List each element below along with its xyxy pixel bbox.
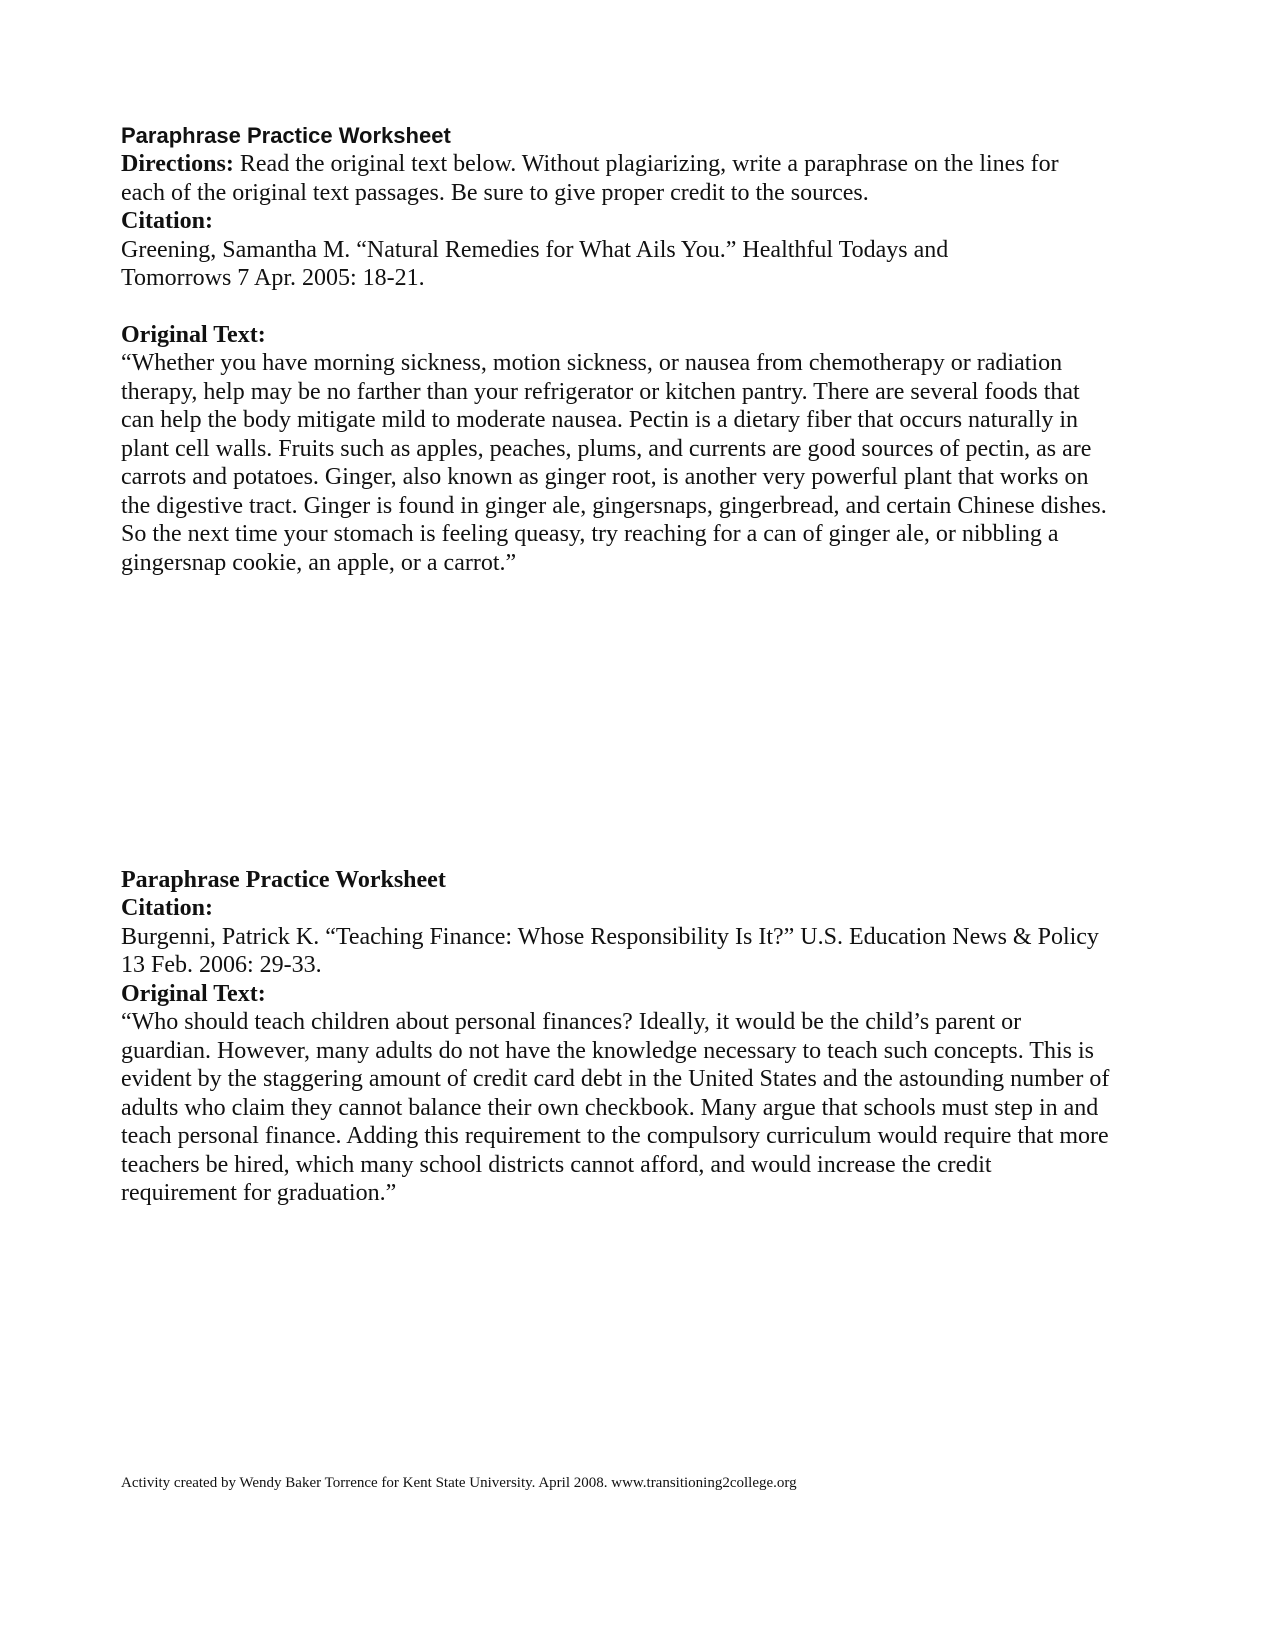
original-text-passage <box>121 349 1161 577</box>
worksheet-title: Paraphrase Practice Worksheet <box>121 867 446 893</box>
passage-line: “Whether you have morning sickness, motion sickness, or nausea from chemotherapy or radiation <box>121 350 1063 376</box>
passage-line: the digestive tract. Ginger is found in ginger ale, gingersnaps, gingerbread, and certain Chinese dishes. <box>121 492 1107 519</box>
passage-line: teachers be hired, which many school districts cannot afford, and would increase the credit <box>121 1151 992 1178</box>
directions-label: Directions: <box>121 151 234 177</box>
worksheet-section-1 <box>121 121 1161 577</box>
directions-line-1 <box>121 150 1161 179</box>
passage-line: can help the body mitigate mild to moderate nausea. Pectin is a dietary fiber that occurs naturally in <box>121 407 1079 433</box>
original-text-passage <box>121 1008 1161 1208</box>
passage-line: requirement for graduation.” <box>121 1180 397 1206</box>
citation-line: Greening, Samantha M. “Natural Remedies for What Ails You.” Healthful Todays and <box>121 236 949 263</box>
citation-text <box>121 923 1161 980</box>
passage-line: plant cell walls. Fruits such as apples, peaches, plums, and currents are good sources of pectin, as are <box>121 435 1092 462</box>
passage-line: gingersnap cookie, an apple, or a carrot.” <box>121 549 517 576</box>
worksheet-section-2 <box>121 866 1161 1208</box>
passage-line: teach personal finance. Adding this requirement to the compulsory curriculum would require that more <box>121 1123 1109 1149</box>
worksheet-title: Paraphrase Practice Worksheet <box>121 123 451 148</box>
citation-line: 13 Feb. 2006: 29-33. <box>121 952 322 978</box>
citation-line: Burgenni, Patrick K. “Teaching Finance: Whose Responsibility Is It?” U.S. Education News & Policy <box>121 923 1099 950</box>
passage-line: therapy, help may be no farther than your refrigerator or kitchen pantry. There are several foods that <box>121 378 1080 405</box>
original-text-label: Original Text: <box>121 980 266 1007</box>
passage-line: evident by the staggering amount of credit card debt in the United States and the astounding number of <box>121 1066 1110 1092</box>
citation-text <box>121 236 1161 293</box>
spacer <box>121 293 1161 321</box>
passage-line: adults who claim they cannot balance their own checkbook. Many argue that schools must step in and <box>121 1094 1099 1121</box>
directions-line-2: each of the original text passages. Be sure to give proper credit to the sources. <box>121 179 869 206</box>
citation-label: Citation: <box>121 208 213 234</box>
citation-line: Tomorrows 7 Apr. 2005: 18-21. <box>121 265 425 291</box>
citation-label: Citation: <box>121 895 213 921</box>
footer-credit: Activity created by Wendy Baker Torrence for Kent State University. April 2008. www.transitioning2college.org <box>121 1475 797 1491</box>
passage-line: “Who should teach children about personal finances? Ideally, it would be the child’s parent or <box>121 1009 1022 1035</box>
original-text-label: Original Text: <box>121 321 266 348</box>
passage-line: carrots and potatoes. Ginger, also known as ginger root, is another very powerful plant that works on <box>121 464 1089 490</box>
passage-line: guardian. However, many adults do not have the knowledge necessary to teach such concepts. This is <box>121 1037 1094 1064</box>
passage-line: So the next time your stomach is feeling queasy, try reaching for a can of ginger ale, or nibbling a <box>121 521 1059 547</box>
directions-text: Read the original text below. Without plagiarizing, write a paraphrase on the lines for <box>233 151 1059 177</box>
